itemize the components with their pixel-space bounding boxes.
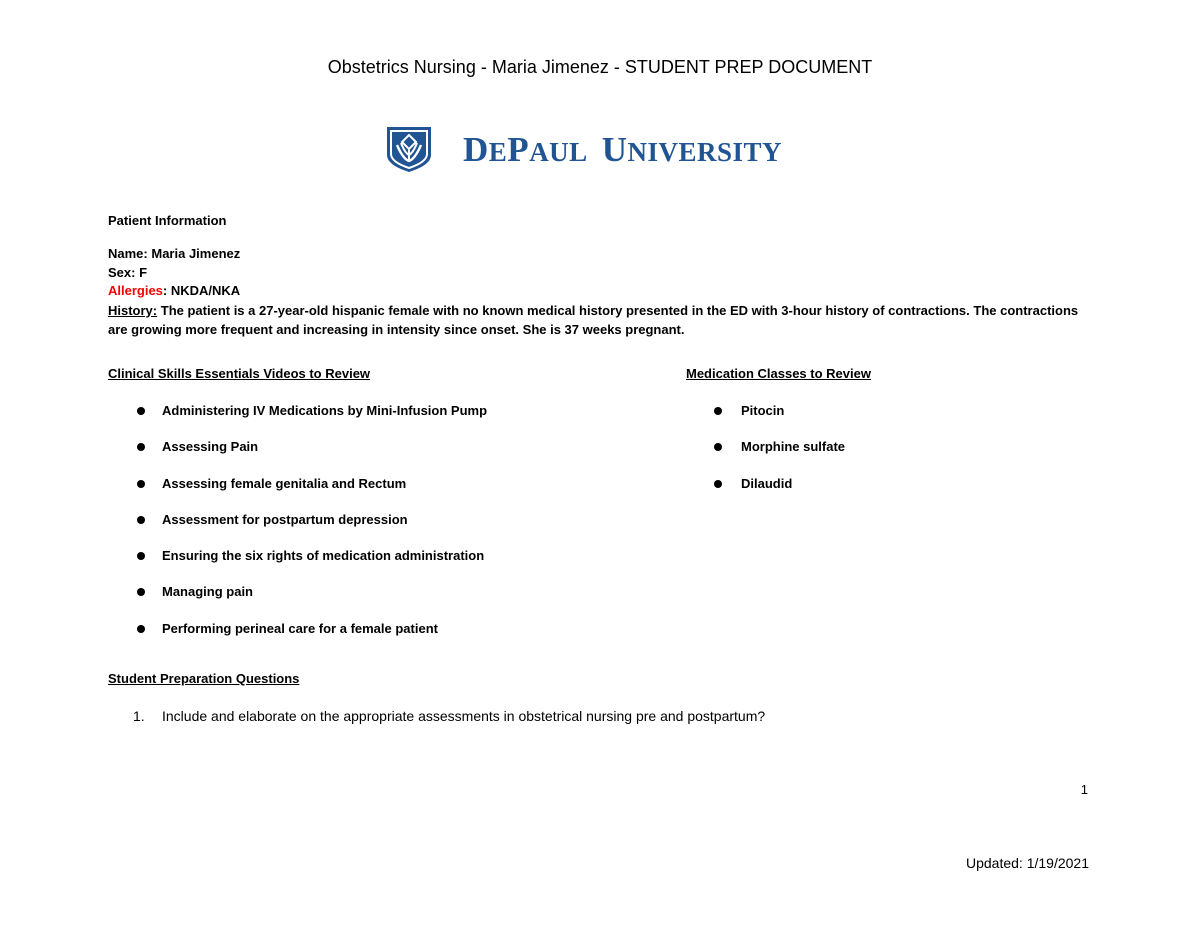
video-list-item: Administering IV Medications by Mini-Infusion Pump (108, 402, 487, 438)
medication-list-item: Pitocin (686, 402, 845, 438)
bullet-icon (714, 480, 722, 488)
bullet-icon (137, 625, 145, 633)
bullet-icon (714, 407, 722, 415)
patient-history-text: The patient is a 27-year-old hispanic female with no known medical history presented in the ED with 3-hour history of contractions. The contractions are growing more frequent and increasing in intensity since onset. She is 37 weeks pregnant. (108, 303, 1079, 337)
question-item (133, 708, 765, 724)
video-list-item: Managing pain (108, 583, 487, 619)
video-list-item: Performing perineal care for a female patient (108, 620, 487, 656)
updated-date: Updated: 1/19/2021 (966, 855, 1089, 871)
bullet-icon (137, 443, 145, 451)
patient-sex-label: Sex: (108, 264, 136, 280)
patient-allergies-line (108, 282, 240, 300)
patient-name-value: Maria Jimenez (151, 246, 241, 261)
page-number: 1 (1080, 782, 1088, 797)
patient-allergies-value: : NKDA/NKA (162, 283, 241, 298)
medications-heading: Medication Classes to Review (686, 366, 871, 381)
document-title: Obstetrics Nursing - Maria Jimenez - STUDENT PREP DOCUMENT (327, 57, 873, 77)
bullet-icon (137, 480, 145, 488)
medication-list-item: Morphine sulfate (686, 438, 845, 474)
logo-wordmark: DEPAUL UNIVERSITY (463, 129, 783, 169)
question-number: 1. (133, 708, 145, 724)
video-list-item: Assessing female genitalia and Rectum (108, 475, 487, 511)
patient-name-label: Name: (108, 246, 148, 261)
patient-history-label: History: (108, 303, 158, 318)
videos-list (108, 402, 487, 656)
patient-sex-line (108, 264, 147, 282)
video-list-item: Assessing Pain (108, 438, 487, 474)
patient-history (108, 302, 1088, 339)
university-logo (385, 124, 830, 174)
medications-list (686, 402, 845, 511)
bullet-icon (714, 443, 722, 451)
medication-list-item: Dilaudid (686, 475, 845, 511)
video-list-item: Assessment for postpartum depression (108, 511, 487, 547)
question-text: Include and elaborate on the appropriate assessments in obstetrical nursing pre and postpartum? (162, 708, 766, 724)
questions-heading: Student Preparation Questions (108, 671, 300, 686)
videos-heading: Clinical Skills Essentials Videos to Review (108, 366, 371, 381)
depaul-shield-icon (385, 125, 433, 173)
bullet-icon (137, 516, 145, 524)
patient-allergies-label: Allergies (108, 283, 163, 298)
bullet-icon (137, 588, 145, 596)
patient-sex-value: F (139, 264, 148, 280)
bullet-icon (137, 552, 145, 560)
video-list-item: Ensuring the six rights of medication administration (108, 547, 487, 583)
bullet-icon (137, 407, 145, 415)
patient-name-line (108, 245, 240, 263)
patient-info-heading: Patient Information (108, 213, 227, 228)
